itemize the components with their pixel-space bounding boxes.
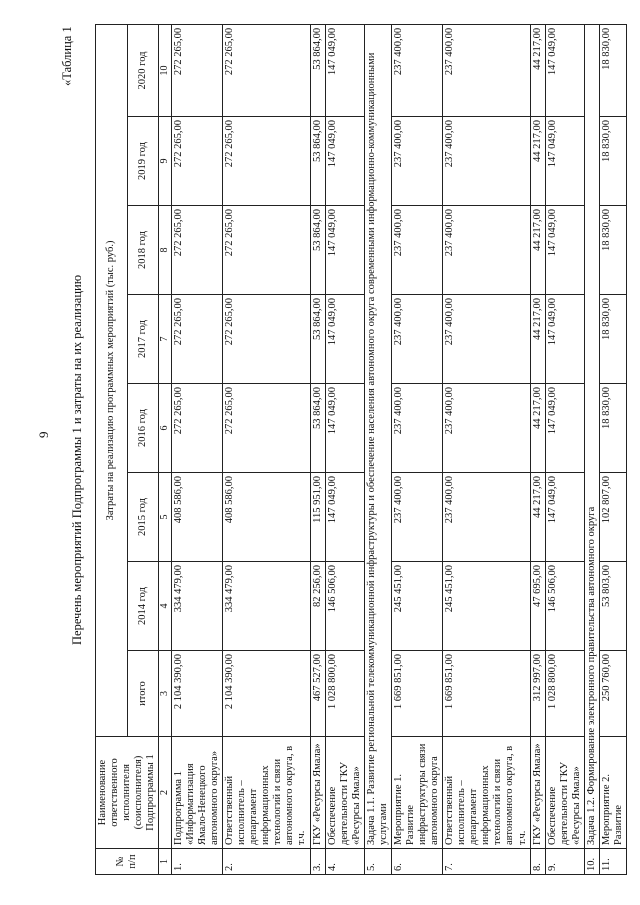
total-cell: 1 669 851,00 xyxy=(391,651,442,737)
row-number: 3. xyxy=(310,849,325,875)
year-value-cell: 147 049,00 xyxy=(545,295,584,384)
index-cell: 7 xyxy=(159,295,172,384)
index-cell: 5 xyxy=(159,473,172,562)
index-cell: 2 xyxy=(159,737,172,849)
col-header-costs-group: Затраты на реализацию программных мероприятий (тыс. руб.) xyxy=(96,24,128,736)
total-cell: 2 104 390,00 xyxy=(223,651,310,737)
row-number: 6. xyxy=(391,849,442,875)
year-value-cell: 237 400,00 xyxy=(443,117,530,206)
year-value-cell: 147 049,00 xyxy=(545,206,584,295)
year-value-cell: 237 400,00 xyxy=(391,473,442,562)
row-name: Ответственный исполнитель – департамент информационных технологий и связи автономного округа, в т.ч. xyxy=(443,737,530,849)
year-value-cell: 272 265,00 xyxy=(223,117,310,206)
table-row xyxy=(530,24,545,874)
table-label: «Таблица 1 xyxy=(60,26,74,86)
col-header-year: 2014 год xyxy=(127,562,159,651)
year-value-cell: 237 400,00 xyxy=(391,206,442,295)
year-value-cell: 147 049,00 xyxy=(545,384,584,473)
index-cell: 3 xyxy=(159,651,172,737)
year-value-cell: 334 479,00 xyxy=(171,562,222,651)
year-value-cell: 147 049,00 xyxy=(325,24,364,116)
year-value-cell: 272 265,00 xyxy=(223,384,310,473)
col-header-year: 2019 год xyxy=(127,117,159,206)
page-number: 9 xyxy=(36,431,51,438)
year-value-cell: 44 217,00 xyxy=(530,295,545,384)
index-cell: 1 xyxy=(159,849,172,875)
year-value-cell: 115 951,00 xyxy=(310,473,325,562)
row-number: 5. xyxy=(364,849,391,875)
col-header-year: 2017 год xyxy=(127,295,159,384)
year-value-cell: 245 451,00 xyxy=(391,562,442,651)
task-heading: Задача 1.2. Формирование электронного правительства автономного округа xyxy=(584,24,599,848)
table-row xyxy=(584,24,599,874)
row-number: 10. xyxy=(584,849,599,875)
row-number: 4. xyxy=(325,849,364,875)
year-value-cell: 53 864,00 xyxy=(310,117,325,206)
year-value-cell: 102 807,00 xyxy=(599,473,626,562)
table-body xyxy=(159,24,627,874)
year-value-cell: 272 265,00 xyxy=(171,384,222,473)
year-value-cell: 237 400,00 xyxy=(443,473,530,562)
year-value-cell: 237 400,00 xyxy=(391,295,442,384)
row-name: Обеспечение деятельности ГКУ «Ресурсы Ямала» xyxy=(325,737,364,849)
row-name: Ответственный исполнитель – департамент информационных технологий и связи автономного округа, в т.ч. xyxy=(223,737,310,849)
total-cell: 312 997,00 xyxy=(530,651,545,737)
year-value-cell: 272 265,00 xyxy=(171,206,222,295)
year-value-cell: 237 400,00 xyxy=(443,295,530,384)
row-name: Подпрограмма 1 «Информатизация Ямало-Ненецкого автономного округа» xyxy=(171,737,222,849)
year-value-cell: 147 049,00 xyxy=(325,473,364,562)
costs-table xyxy=(95,24,627,875)
year-value-cell: 245 451,00 xyxy=(443,562,530,651)
year-value-cell: 53 864,00 xyxy=(310,24,325,116)
year-value-cell: 237 400,00 xyxy=(391,24,442,116)
year-value-cell: 147 049,00 xyxy=(545,24,584,116)
year-value-cell: 147 049,00 xyxy=(325,206,364,295)
table-row xyxy=(599,24,626,874)
year-value-cell: 237 400,00 xyxy=(443,24,530,116)
costs-table-container xyxy=(95,25,624,875)
table-row xyxy=(391,24,442,874)
year-value-cell: 272 265,00 xyxy=(171,295,222,384)
total-cell: 1 028 800,00 xyxy=(325,651,364,737)
row-number: 11. xyxy=(599,849,626,875)
index-cell: 10 xyxy=(159,24,172,116)
year-value-cell: 147 049,00 xyxy=(545,473,584,562)
table-row xyxy=(545,24,584,874)
table-row xyxy=(223,24,310,874)
year-value-cell: 53 864,00 xyxy=(310,295,325,384)
row-name: Мероприятие 2. Развитие xyxy=(599,737,626,849)
year-value-cell: 47 695,00 xyxy=(530,562,545,651)
year-value-cell: 18 830,00 xyxy=(599,206,626,295)
year-value-cell: 272 265,00 xyxy=(171,117,222,206)
year-value-cell: 272 265,00 xyxy=(223,295,310,384)
total-cell: 1 669 851,00 xyxy=(443,651,530,737)
row-number: 1. xyxy=(171,849,222,875)
year-value-cell: 44 217,00 xyxy=(530,384,545,473)
year-value-cell: 18 830,00 xyxy=(599,295,626,384)
col-header-year: 2020 год xyxy=(127,24,159,116)
year-value-cell: 147 049,00 xyxy=(325,295,364,384)
row-number: 9. xyxy=(545,849,584,875)
year-value-cell: 18 830,00 xyxy=(599,384,626,473)
year-value-cell: 272 265,00 xyxy=(223,206,310,295)
total-cell: 467 527,00 xyxy=(310,651,325,737)
column-index-row xyxy=(159,24,172,874)
row-name: Мероприятие 1. Развитие инфраструктуры связи автономного округа xyxy=(391,737,442,849)
col-header-no: № п/п xyxy=(96,849,159,875)
year-value-cell: 146 506,00 xyxy=(325,562,364,651)
year-value-cell: 334 479,00 xyxy=(223,562,310,651)
year-value-cell: 408 586,00 xyxy=(223,473,310,562)
index-cell: 8 xyxy=(159,206,172,295)
row-number: 2. xyxy=(223,849,310,875)
year-value-cell: 44 217,00 xyxy=(530,117,545,206)
year-value-cell: 147 049,00 xyxy=(325,117,364,206)
total-cell: 2 104 390,00 xyxy=(171,651,222,737)
row-number: 8. xyxy=(530,849,545,875)
year-value-cell: 53 864,00 xyxy=(310,206,325,295)
col-header-year: 2018 год xyxy=(127,206,159,295)
table-row xyxy=(171,24,222,874)
year-value-cell: 147 049,00 xyxy=(545,117,584,206)
task-heading: Задача 1.1. Развитие региональной телекоммуникационной инфраструктуры и обеспечение населения автономного округа современными информационно-коммуникационными услугами xyxy=(364,24,391,848)
col-header-year: 2016 год xyxy=(127,384,159,473)
row-number: 7. xyxy=(443,849,530,875)
col-header-name: Наименование ответственного исполнителя (соисполнителя) Подпрограммы 1 xyxy=(96,737,159,849)
page-title: Перечень мероприятий Подпрограммы 1 и затраты на их реализацию xyxy=(70,274,84,645)
row-name: Обеспечение деятельности ГКУ «Ресурсы Ямала» xyxy=(545,737,584,849)
year-value-cell: 147 049,00 xyxy=(325,384,364,473)
total-cell: 250 760,00 xyxy=(599,651,626,737)
year-value-cell: 408 586,00 xyxy=(171,473,222,562)
table-row xyxy=(310,24,325,874)
year-value-cell: 44 217,00 xyxy=(530,473,545,562)
year-value-cell: 146 506,00 xyxy=(545,562,584,651)
year-value-cell: 237 400,00 xyxy=(391,117,442,206)
table-row xyxy=(443,24,530,874)
header-row-1 xyxy=(96,24,128,874)
year-value-cell: 53 803,00 xyxy=(599,562,626,651)
year-value-cell: 237 400,00 xyxy=(391,384,442,473)
year-value-cell: 272 265,00 xyxy=(223,24,310,116)
col-header-total: итого xyxy=(127,651,159,737)
year-value-cell: 53 864,00 xyxy=(310,384,325,473)
year-value-cell: 18 830,00 xyxy=(599,117,626,206)
year-value-cell: 237 400,00 xyxy=(443,206,530,295)
index-cell: 6 xyxy=(159,384,172,473)
table-row xyxy=(325,24,364,874)
year-value-cell: 44 217,00 xyxy=(530,24,545,116)
year-value-cell: 237 400,00 xyxy=(443,384,530,473)
col-header-year: 2015 год xyxy=(127,473,159,562)
index-cell: 4 xyxy=(159,562,172,651)
index-cell: 9 xyxy=(159,117,172,206)
table-row xyxy=(364,24,391,874)
year-value-cell: 18 830,00 xyxy=(599,24,626,116)
row-name: ГКУ «Ресурсы Ямала» xyxy=(530,737,545,849)
year-value-cell: 272 265,00 xyxy=(171,24,222,116)
row-name: ГКУ «Ресурсы Ямала» xyxy=(310,737,325,849)
total-cell: 1 028 800,00 xyxy=(545,651,584,737)
year-value-cell: 44 217,00 xyxy=(530,206,545,295)
year-value-cell: 82 256,00 xyxy=(310,562,325,651)
